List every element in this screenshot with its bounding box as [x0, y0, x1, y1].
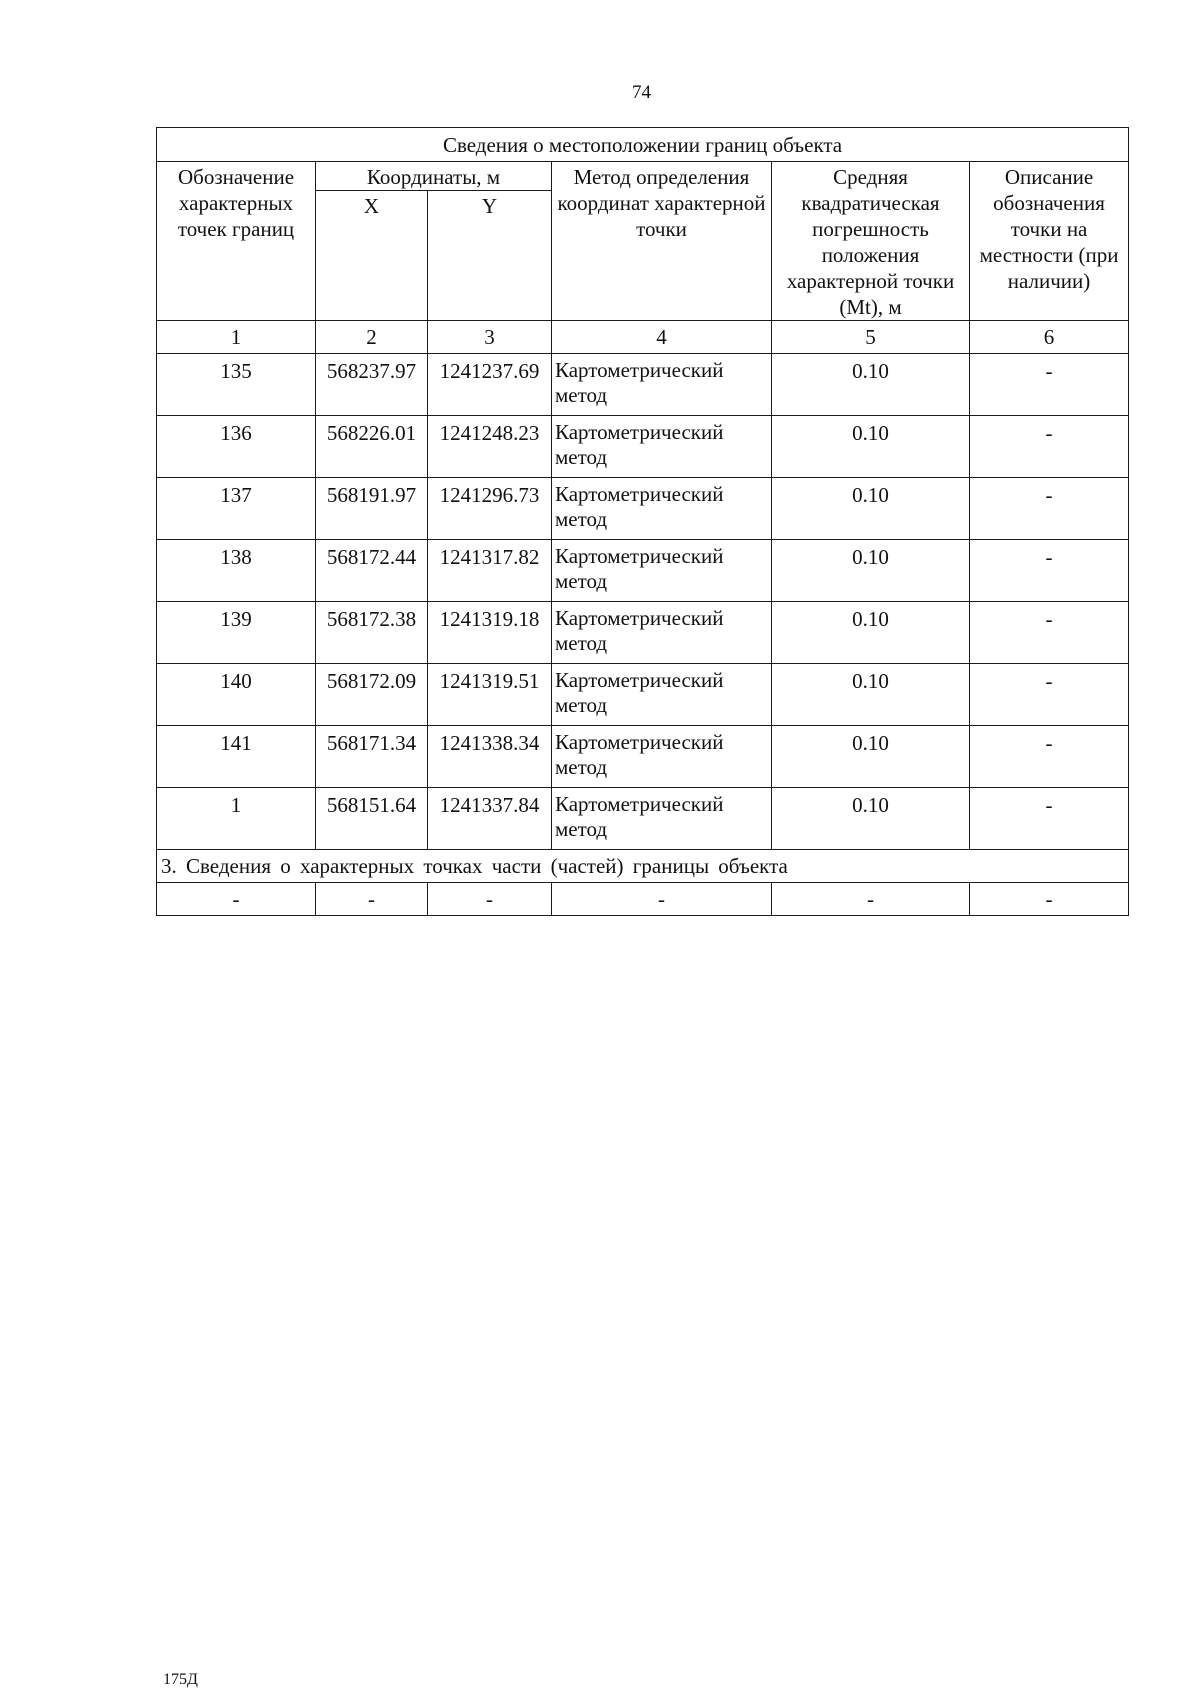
section3-cell: -: [157, 883, 316, 916]
method-cell: Картометрический метод: [552, 540, 772, 602]
point-number-cell: 135: [157, 354, 316, 416]
column-number: 4: [552, 321, 772, 354]
error-cell: 0.10: [772, 540, 970, 602]
header-y: Y: [428, 191, 552, 321]
y-coordinate-cell: 1241248.23: [428, 416, 552, 478]
section3-title-row: [157, 850, 1129, 883]
description-cell: -: [970, 664, 1129, 726]
header-point-designation: Обозначение характерных точек границ: [157, 162, 316, 321]
y-coordinate-cell: 1241338.34: [428, 726, 552, 788]
method-cell: Картометрический метод: [552, 664, 772, 726]
table-row: [157, 726, 1129, 788]
table-header-row: [157, 162, 1129, 191]
y-coordinate-cell: 1241337.84: [428, 788, 552, 850]
y-coordinate-cell: 1241237.69: [428, 354, 552, 416]
table-body: [157, 128, 1129, 916]
header-description: Описание обозначения точки на местности (при наличии): [970, 162, 1129, 321]
header-error: Средняя квадратическая погрешность положения характерной точки (Mt), м: [772, 162, 970, 321]
x-coordinate-cell: 568172.09: [316, 664, 428, 726]
x-coordinate-cell: 568226.01: [316, 416, 428, 478]
table-row: [157, 478, 1129, 540]
error-cell: 0.10: [772, 478, 970, 540]
method-cell: Картометрический метод: [552, 354, 772, 416]
table-row: [157, 354, 1129, 416]
table-row: [157, 602, 1129, 664]
description-cell: -: [970, 540, 1129, 602]
method-cell: Картометрический метод: [552, 788, 772, 850]
point-number-cell: 1: [157, 788, 316, 850]
point-number-cell: 138: [157, 540, 316, 602]
error-cell: 0.10: [772, 664, 970, 726]
section3-cell: -: [552, 883, 772, 916]
table-title: Сведения о местоположении границ объекта: [157, 128, 1129, 162]
footer-mark: 175Д: [163, 1671, 198, 1688]
description-cell: -: [970, 788, 1129, 850]
description-cell: -: [970, 602, 1129, 664]
column-number-row: [157, 321, 1129, 354]
y-coordinate-cell: 1241317.82: [428, 540, 552, 602]
x-coordinate-cell: 568172.44: [316, 540, 428, 602]
error-cell: 0.10: [772, 726, 970, 788]
table-title-row: [157, 128, 1129, 162]
point-number-cell: 137: [157, 478, 316, 540]
section3-empty-row: [157, 883, 1129, 916]
description-cell: -: [970, 354, 1129, 416]
method-cell: Картометрический метод: [552, 726, 772, 788]
section3-cell: -: [970, 883, 1129, 916]
section3-cell: -: [316, 883, 428, 916]
table-row: [157, 416, 1129, 478]
column-number: 2: [316, 321, 428, 354]
method-cell: Картометрический метод: [552, 478, 772, 540]
error-cell: 0.10: [772, 416, 970, 478]
table-row: [157, 664, 1129, 726]
column-number: 5: [772, 321, 970, 354]
error-cell: 0.10: [772, 602, 970, 664]
table-row: [157, 540, 1129, 602]
table-row: [157, 788, 1129, 850]
y-coordinate-cell: 1241296.73: [428, 478, 552, 540]
column-number: 1: [157, 321, 316, 354]
page-number: 74: [632, 82, 651, 103]
x-coordinate-cell: 568171.34: [316, 726, 428, 788]
column-number: 6: [970, 321, 1129, 354]
description-cell: -: [970, 726, 1129, 788]
error-cell: 0.10: [772, 788, 970, 850]
x-coordinate-cell: 568237.97: [316, 354, 428, 416]
header-method: Метод определения координат характерной точки: [552, 162, 772, 321]
column-number: 3: [428, 321, 552, 354]
method-cell: Картометрический метод: [552, 416, 772, 478]
x-coordinate-cell: 568191.97: [316, 478, 428, 540]
section3-cell: -: [428, 883, 552, 916]
x-coordinate-cell: 568151.64: [316, 788, 428, 850]
point-number-cell: 139: [157, 602, 316, 664]
section3-cell: -: [772, 883, 970, 916]
y-coordinate-cell: 1241319.51: [428, 664, 552, 726]
description-cell: -: [970, 416, 1129, 478]
y-coordinate-cell: 1241319.18: [428, 602, 552, 664]
header-coordinates: Координаты, м: [316, 162, 552, 191]
description-cell: -: [970, 478, 1129, 540]
method-cell: Картометрический метод: [552, 602, 772, 664]
header-x: X: [316, 191, 428, 321]
x-coordinate-cell: 568172.38: [316, 602, 428, 664]
error-cell: 0.10: [772, 354, 970, 416]
point-number-cell: 141: [157, 726, 316, 788]
point-number-cell: 140: [157, 664, 316, 726]
section3-title: 3. Сведения о характерных точках части (частей) границы объекта: [157, 850, 1129, 883]
point-number-cell: 136: [157, 416, 316, 478]
boundary-coordinates-table: [156, 127, 1129, 916]
